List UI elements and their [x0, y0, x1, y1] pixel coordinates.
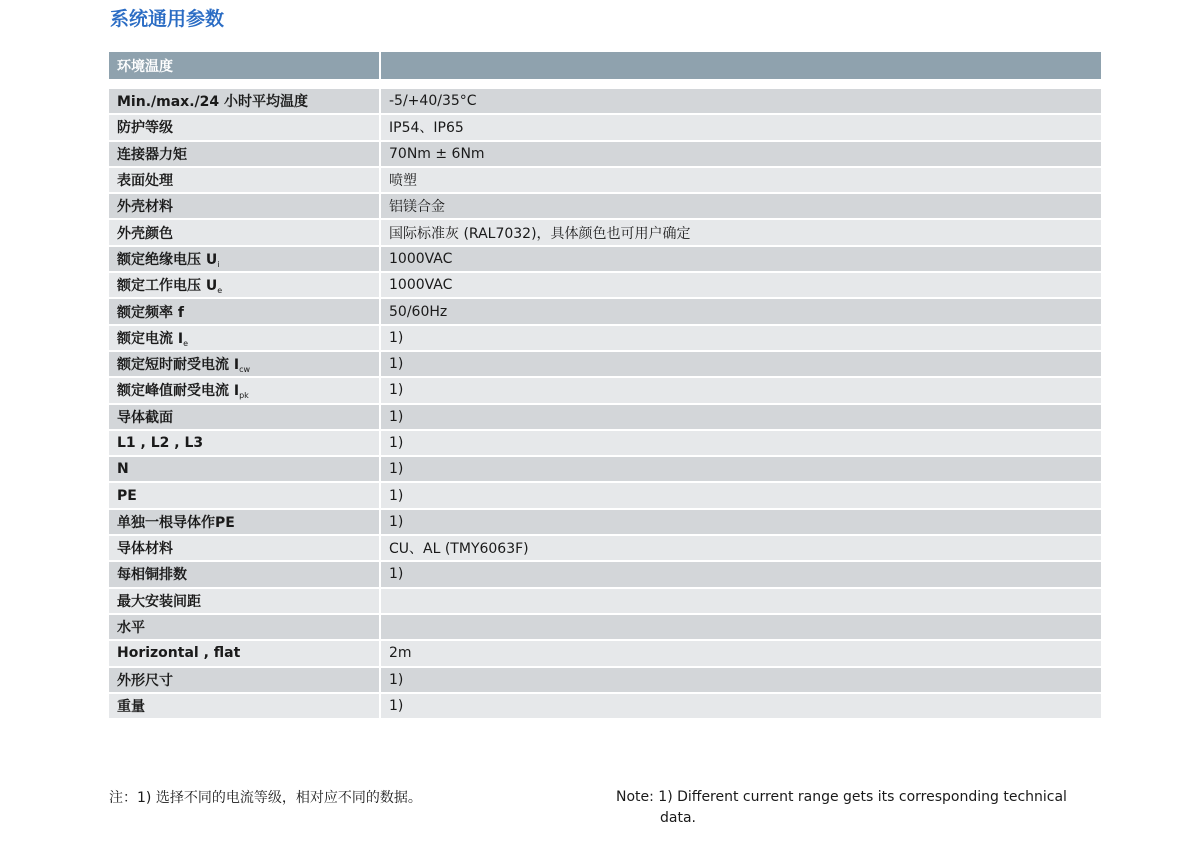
param-label-text: 最大安装间距 — [117, 593, 201, 610]
param-label-text: 额定峰值耐受电流 I — [117, 383, 240, 400]
note-english-line2: data. — [660, 810, 696, 826]
param-label — [109, 273, 381, 299]
param-value: 2m — [381, 641, 1101, 667]
note-english — [616, 787, 1086, 829]
param-value: 1) — [381, 405, 1101, 431]
table-row — [109, 115, 1101, 141]
table-row — [109, 378, 1101, 404]
param-label — [109, 641, 381, 667]
param-value: 1) — [381, 457, 1101, 483]
param-label-subscript: e — [217, 286, 223, 296]
param-label — [109, 115, 381, 141]
param-value: 1000VAC — [381, 273, 1101, 299]
param-label-text: Horizontal , flat — [117, 645, 241, 662]
table-row — [109, 536, 1101, 562]
param-label — [109, 615, 381, 641]
table-row — [109, 510, 1101, 536]
param-label-text: 外形尺寸 — [117, 672, 173, 689]
param-label — [109, 326, 381, 352]
param-label-text: 单独一根导体作PE — [117, 514, 235, 531]
param-label-text: 连接器力矩 — [117, 146, 187, 163]
param-label — [109, 562, 381, 588]
param-label-text: 额定工作电压 U — [117, 278, 218, 295]
param-label — [109, 89, 381, 115]
param-label — [109, 378, 381, 404]
param-label — [109, 457, 381, 483]
page-title: 系统通用参数 — [110, 8, 225, 30]
header-gap — [109, 81, 1101, 89]
param-label — [109, 299, 381, 325]
param-label-text: 防护等级 — [117, 120, 173, 137]
param-label — [109, 405, 381, 431]
param-value: 1) — [381, 483, 1101, 509]
table-header-row — [109, 52, 1101, 81]
table-row — [109, 299, 1101, 325]
param-value: 1) — [381, 562, 1101, 588]
table-row — [109, 483, 1101, 509]
param-value: 1) — [381, 326, 1101, 352]
param-label-text: 水平 — [117, 620, 145, 637]
table-row — [109, 194, 1101, 220]
table-row — [109, 694, 1101, 720]
table-row — [109, 220, 1101, 246]
param-label-text: 表面处理 — [117, 173, 173, 190]
param-value: 喷塑 — [381, 168, 1101, 194]
table-row — [109, 589, 1101, 615]
param-value: 1) — [381, 510, 1101, 536]
param-value: CU、AL (TMY6063F) — [381, 536, 1101, 562]
param-label — [109, 589, 381, 615]
param-label — [109, 694, 381, 720]
param-value: 1) — [381, 668, 1101, 694]
param-value: 铝镁合金 — [381, 194, 1101, 220]
param-label — [109, 247, 381, 273]
param-label-text: 导体材料 — [117, 541, 173, 558]
param-label — [109, 431, 381, 457]
param-label-text: 额定电流 I — [117, 330, 184, 347]
param-label-text: 导体截面 — [117, 409, 173, 426]
table-row — [109, 615, 1101, 641]
note-english-line1: Note: 1) Different current range gets its corresponding technical — [616, 789, 1067, 805]
param-label-text: 每相铜排数 — [117, 567, 187, 584]
param-value: 1) — [381, 378, 1101, 404]
header-value-cell — [381, 52, 1101, 81]
param-label — [109, 536, 381, 562]
param-label-text: 额定频率 f — [117, 304, 184, 321]
table-row — [109, 273, 1101, 299]
param-label — [109, 483, 381, 509]
param-label-subscript: i — [217, 259, 220, 269]
param-value: 1) — [381, 694, 1101, 720]
param-label — [109, 142, 381, 168]
table-row — [109, 431, 1101, 457]
table-row — [109, 457, 1101, 483]
table-row — [109, 668, 1101, 694]
param-value: -5/+40/35°C — [381, 89, 1101, 115]
param-value: 1) — [381, 431, 1101, 457]
table-row — [109, 247, 1101, 273]
table-row — [109, 89, 1101, 115]
param-value — [381, 589, 1101, 615]
spec-table — [109, 52, 1101, 720]
param-label-text: 外壳颜色 — [117, 225, 173, 242]
param-label-subscript: cw — [239, 365, 251, 375]
param-label-text: 额定短时耐受电流 I — [117, 357, 240, 374]
param-value: 1) — [381, 352, 1101, 378]
param-label — [109, 510, 381, 536]
param-value: 50/60Hz — [381, 299, 1101, 325]
table-row — [109, 168, 1101, 194]
param-label-text: Min./max./24 小时平均温度 — [117, 94, 308, 111]
param-label-text: 额定绝缘电压 U — [117, 251, 218, 268]
param-value: 70Nm ± 6Nm — [381, 142, 1101, 168]
param-label-text: 重量 — [117, 698, 145, 715]
param-value: 国际标准灰 (RAL7032)，具体颜色也可用户确定 — [381, 220, 1101, 246]
param-label — [109, 668, 381, 694]
param-label — [109, 194, 381, 220]
table-row — [109, 405, 1101, 431]
param-label-subscript: e — [183, 338, 189, 348]
param-label — [109, 352, 381, 378]
note-chinese: 注：1) 选择不同的电流等级，相对应不同的数据。 — [109, 790, 422, 806]
param-value: IP54、IP65 — [381, 115, 1101, 141]
header-label: 环境温度 — [109, 52, 381, 81]
table-row — [109, 352, 1101, 378]
param-label-text: N — [117, 461, 129, 478]
param-label-text: L1 , L2 , L3 — [117, 435, 204, 451]
param-label — [109, 168, 381, 194]
table-row — [109, 641, 1101, 667]
param-label — [109, 220, 381, 246]
table-row — [109, 142, 1101, 168]
param-label-text: PE — [117, 487, 137, 504]
param-label-subscript: pk — [239, 391, 249, 401]
table-row — [109, 326, 1101, 352]
param-value — [381, 615, 1101, 641]
table-row — [109, 562, 1101, 588]
param-value: 1000VAC — [381, 247, 1101, 273]
param-label-text: 外壳材料 — [117, 199, 173, 216]
